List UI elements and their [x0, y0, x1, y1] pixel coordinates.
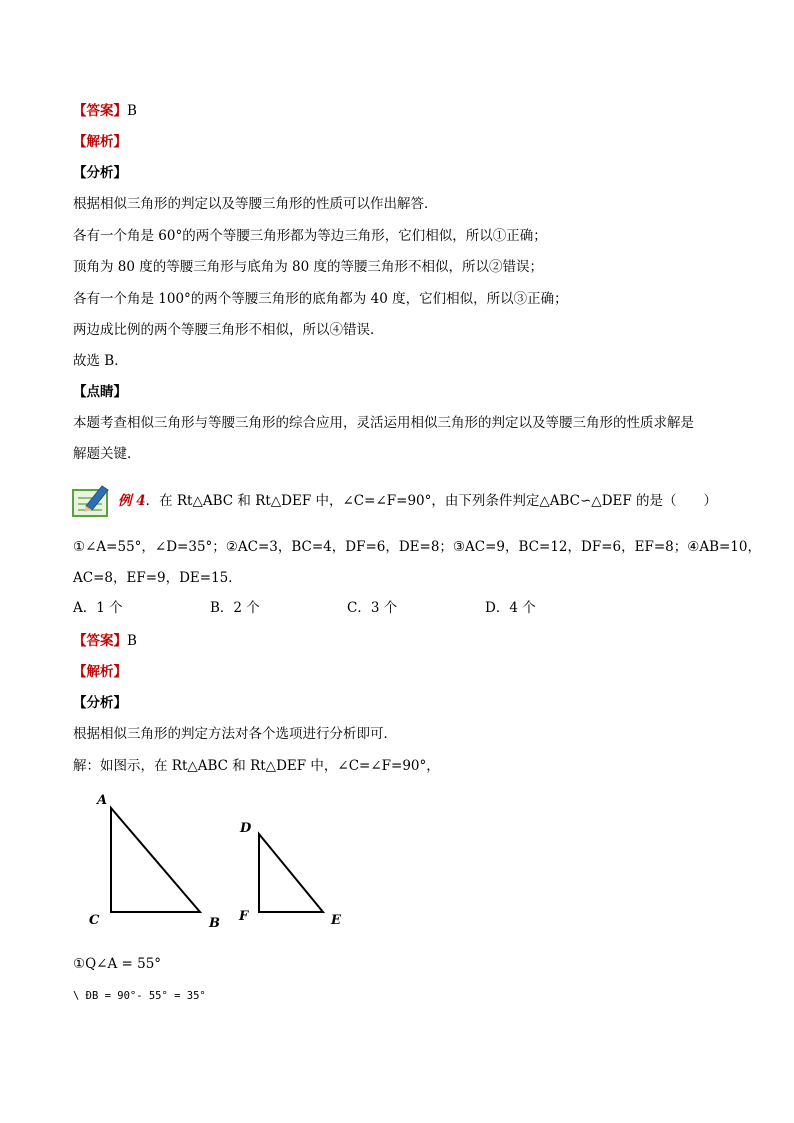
analysis-tag-2: 【解析】 [73, 664, 127, 680]
option-c: C．3 个 [347, 600, 398, 616]
intro-line-1: 根据相似三角形的判定以及等腰三角形的性质可以作出解答． [73, 196, 438, 212]
option-d: D．4 个 [485, 600, 536, 616]
conditions-line-2: AC=8，EF=9，DE=15． [73, 570, 242, 586]
conditions-line-1: ①∠A=55°，∠D=35°；②AC=3，BC=4，DF=6，DE=8；③AC=9，BC=12，DF=6，EF=8；④AB=10， [73, 539, 761, 555]
analysis-tag-line-1 [73, 132, 127, 152]
label-c: C [89, 913, 100, 928]
label-e: E [331, 913, 341, 928]
math-step-1: ①Q∠A = 55° [73, 956, 162, 972]
answer-tag-2: 【答案】 [73, 633, 127, 649]
fenxi-tag-line-1 [73, 163, 127, 183]
label-f: F [239, 909, 249, 924]
comment-line-2: 解题关键． [73, 446, 141, 462]
dianjing-tag-line [73, 382, 127, 402]
answer-value-2: B [127, 633, 137, 649]
answer-line-1 [73, 101, 137, 121]
example-label: 例 4 [118, 493, 146, 509]
reason-line-2: 顶角为 80 度的等腰三角形与底角为 80 度的等腰三角形不相似，所以②错误； [73, 259, 544, 275]
fenxi-tag-line-2 [73, 693, 127, 713]
option-a: A．1 个 [73, 600, 123, 616]
option-b: B．2 个 [210, 600, 260, 616]
analysis-tag: 【解析】 [73, 134, 127, 150]
math-step-2: \ ÐB = 90°- 55° = 35° [73, 990, 206, 1002]
example-pencil-icon [72, 482, 116, 518]
dianjing-tag: 【点睛】 [73, 384, 127, 400]
answer-line-2 [73, 631, 137, 651]
reason-line-1: 各有一个角是 60°的两个等腰三角形都为等边三角形，它们相似，所以①正确； [73, 228, 547, 244]
answer-value: B [127, 103, 137, 119]
label-b: B [209, 916, 220, 930]
reason-line-4: 两边成比例的两个等腰三角形不相似，所以④错误． [73, 322, 384, 338]
intro-line-2: 根据相似三角形的判定方法对各个选项进行分析即可． [73, 726, 397, 742]
fenxi-tag-2: 【分析】 [73, 695, 127, 711]
label-d: D [240, 821, 252, 836]
example-question-line [118, 491, 717, 511]
answer-tag: 【答案】 [73, 103, 127, 119]
reason-line-3: 各有一个角是 100°的两个等腰三角形的底角都为 40 度，它们相似，所以③正确； [73, 291, 568, 307]
conclusion-line: 故选 B． [73, 353, 128, 369]
fenxi-tag: 【分析】 [73, 165, 127, 181]
triangles-figure [85, 790, 355, 930]
triangle-abc [111, 808, 200, 912]
comment-line-1: 本题考查相似三角形与等腰三角形的综合应用，灵活运用相似三角形的判定以及等腰三角形的性质求解是 [73, 415, 694, 431]
solution-line: 解：如图示，在 Rt△ABC 和 Rt△DEF 中，∠C=∠F=90°， [73, 758, 440, 774]
example-question: ．在 Rt△ABC 和 Rt△DEF 中，∠C=∠F=90°，由下列条件判定△ABC∽△DEF 的是（ ） [145, 493, 718, 509]
label-a: A [97, 793, 108, 808]
triangle-def [259, 834, 323, 912]
analysis-tag-line-2 [73, 662, 127, 682]
